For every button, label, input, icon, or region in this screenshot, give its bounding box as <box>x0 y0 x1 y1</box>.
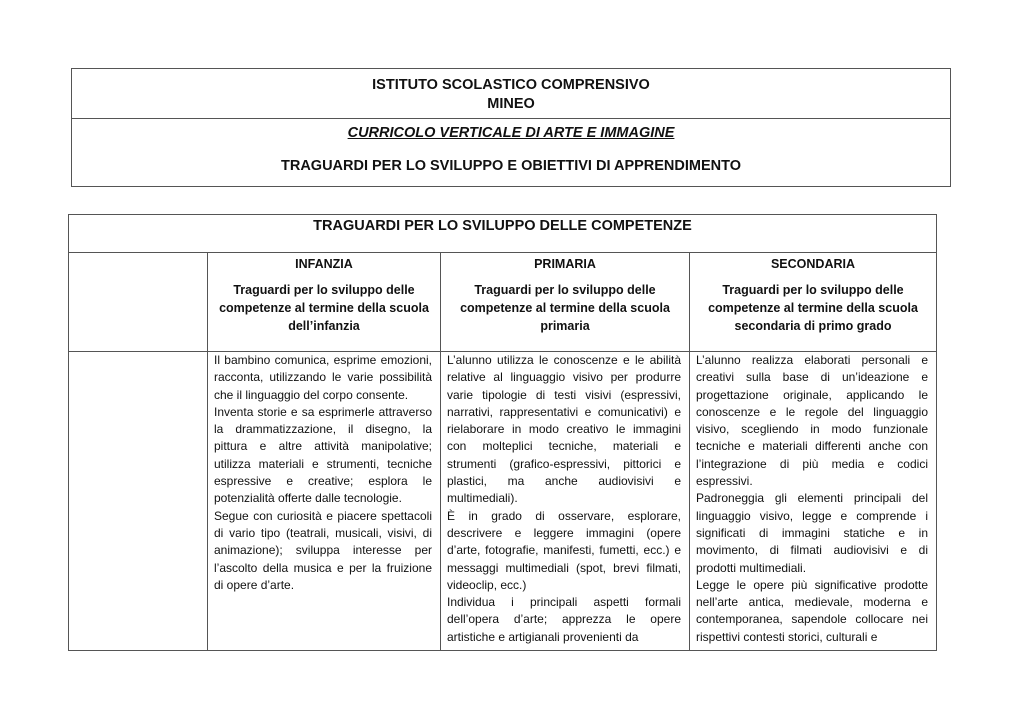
column-level: SECONDARIA <box>770 257 856 271</box>
column-level: PRIMARIA <box>534 257 596 271</box>
paragraph: È in grado di osservare, esplorare, descrivere e leggere immagini (opere d’arte, fotografie, manifesti, fumetti, ecc.) e messaggi multimediali (spot, brevi filmati, videoclip, ecc.) <box>447 508 681 592</box>
table-title <box>69 215 936 253</box>
school-header <box>72 69 950 119</box>
paragraph: L’alunno realizza elaborati personali e creativi sulla base di un’ideazione e progettazione originale, applicando le conoscenze e le regole del linguaggio visivo, scegliendo in modo funzionale tecniche e materiali differenti anche con l’integrazione di più media e codici espressivi. <box>696 353 928 489</box>
curriculum-header <box>72 124 950 175</box>
curriculum-title: CURRICOLO VERTICALE DI ARTE E IMMAGINE <box>347 125 675 141</box>
document-header <box>71 68 951 187</box>
paragraph: Inventa storie e sa esprimerle attraverso la drammatizzazione, il disegno, la pittura e altre attività manipolative; utilizza materiali e strumenti, tecniche espressive e creative; esplora le potenzialità offerte dalle tecnologie. <box>214 404 432 506</box>
column-header-infanzia <box>208 253 440 351</box>
competence-table <box>68 214 937 651</box>
paragraph: Padroneggia gli elementi principali del linguaggio visivo, legge e comprende i significati di immagini statiche e in movimento, di filmati audiovisivi e di prodotti multimediali. <box>696 491 928 575</box>
paragraph: Segue con curiosità e piacere spettacoli di vario tipo (teatrali, musicali, visivi, di animazione); sviluppa interesse per l’ascolto della musica e per la fruizione di opere d’arte. <box>214 508 432 592</box>
column-body-infanzia <box>208 352 440 650</box>
column-heading: Traguardi per lo sviluppo delle competenze al termine della scuola primaria <box>460 283 670 333</box>
section-title: TRAGUARDI PER LO SVILUPPO E OBIETTIVI DI APPRENDIMENTO <box>280 158 741 174</box>
column-heading: Traguardi per lo sviluppo delle competenze al termine della scuola secondaria di primo grado <box>708 283 918 333</box>
school-name: ISTITUTO SCOLASTICO COMPRENSIVO <box>372 77 650 93</box>
column-level: INFANZIA <box>295 257 353 271</box>
column-header-secondaria <box>690 253 936 351</box>
column-heading: Traguardi per lo sviluppo delle competenze al termine della scuola dell’infanzia <box>219 283 429 333</box>
paragraph: Individua i principali aspetti formali dell’opera d’arte; apprezza le opere artistiche e artigianali provenienti da <box>447 595 681 644</box>
paragraph: Legge le opere più significative prodotte nell’arte antica, medievale, moderna e contemporanea, sapendole collocare nei rispettivi contesti storici, culturali e <box>696 577 928 644</box>
paragraph: Il bambino comunica, esprime emozioni, racconta, utilizzando le varie possibilità che il linguaggio del corpo consente. <box>214 353 432 402</box>
column-body-primaria <box>441 352 689 650</box>
school-town: MINEO <box>487 96 535 112</box>
paragraph: L’alunno utilizza le conoscenze e le abilità relative al linguaggio visivo per produrre varie tipologie di testi visivi (espressivi, narrativi, rappresentativi e comunicativi) e rielaborare in modo creativo le immagini con molteplici tecniche, materiali e strumenti (grafico-espressivi, pittorici e plastici, ma anche audiovisivi e multimediali). <box>447 353 681 506</box>
column-header-primaria <box>441 253 689 351</box>
column-body-secondaria <box>690 352 936 650</box>
table-title-text: TRAGUARDI PER LO SVILUPPO DELLE COMPETENZE <box>313 218 692 234</box>
